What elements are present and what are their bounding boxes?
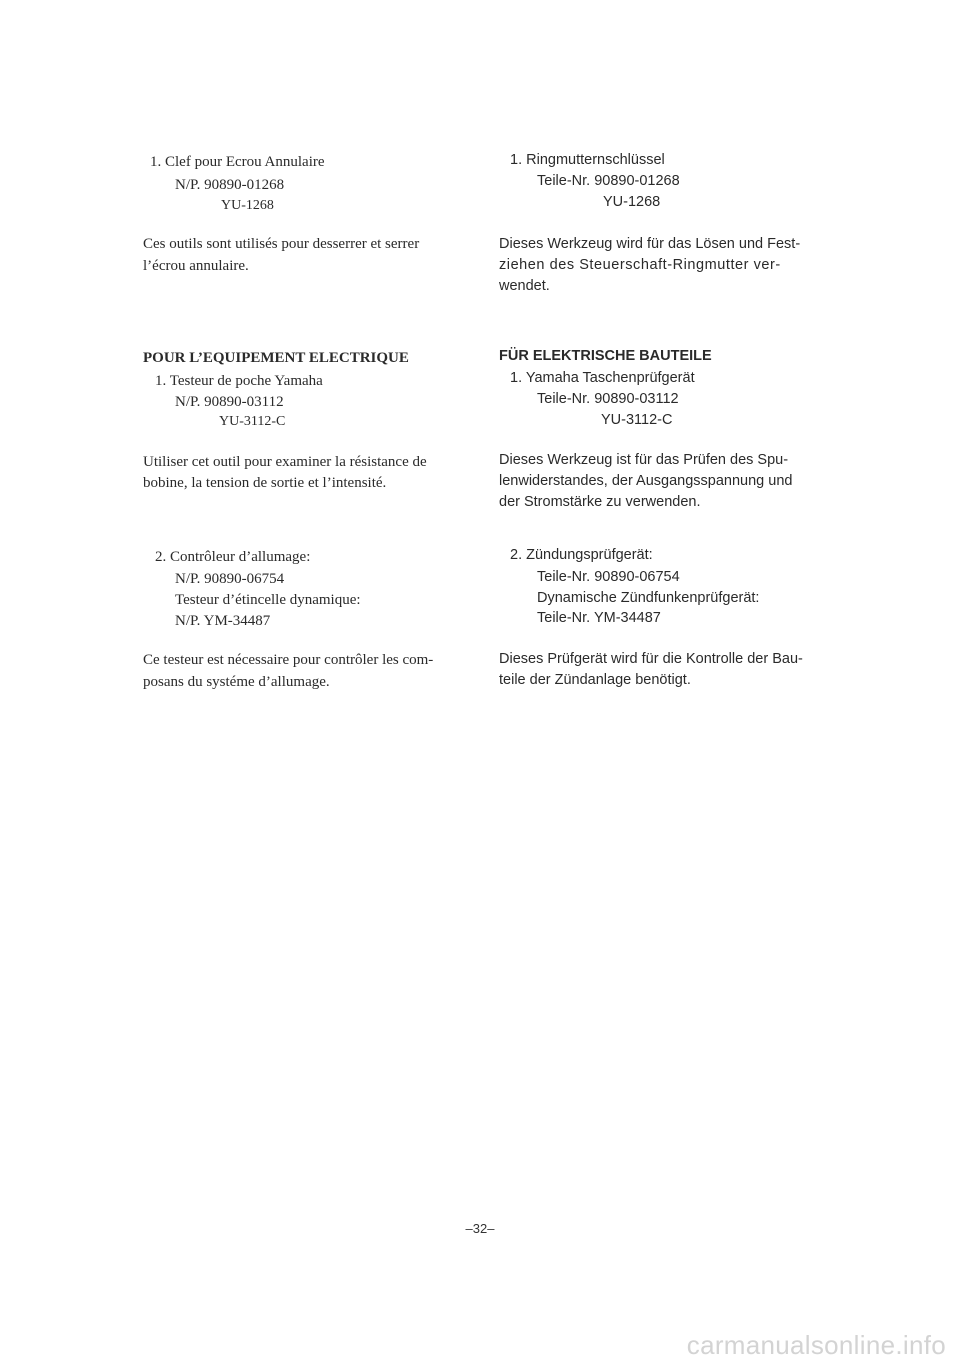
fr-elec-tool2-part-no2: N/P. YM-34487 xyxy=(175,613,271,629)
de-elec-tool2-part-no2: Teile-Nr. YM-34487 xyxy=(537,610,661,626)
de-elec-tool1-part-no: Teile-Nr. 90890-03112 xyxy=(537,391,679,407)
de-elec-tool2-desc-line1: Dieses Prüfgerät wird für die Kontrolle der Bau- xyxy=(499,651,803,667)
de-elec-tool1-title: 1. Yamaha Taschenprüfgerät xyxy=(510,370,695,386)
de-tool1-us-no: YU-1268 xyxy=(603,194,661,210)
de-tool1-desc-line1: Dieses Werkzeug wird für das Lösen und Fest- xyxy=(499,236,801,252)
watermark: carmanualsonline.info xyxy=(686,1330,946,1360)
de-elec-tool1-desc-line3: der Stromstärke zu verwenden. xyxy=(499,494,701,510)
de-elec-tool2-desc-line2: teile der Zündanlage benötigt. xyxy=(499,672,691,688)
de-tool1-title: 1. Ringmutternschlüssel xyxy=(510,152,665,168)
fr-elec-tool1-part-no: N/P. 90890-03112 xyxy=(175,394,284,410)
fr-elec-tool2-part-no: N/P. 90890-06754 xyxy=(175,571,285,587)
de-electrical-heading: FÜR ELEKTRISCHE BAUTEILE xyxy=(499,348,712,364)
de-elec-tool1-desc-line1: Dieses Werkzeug ist für das Prüfen des Spu- xyxy=(499,452,789,468)
de-elec-tool1-desc-line2: lenwiderstandes, der Ausgangsspannung und xyxy=(499,473,793,489)
fr-tool1-desc-line1: Ces outils sont utilisés pour desserrer et serrer xyxy=(143,236,420,252)
de-elec-tool2-part-no: Teile-Nr. 90890-06754 xyxy=(537,569,680,585)
fr-elec-tool1-desc-line1: Utiliser cet outil pour examiner la résistance de xyxy=(143,454,427,470)
fr-elec-tool2-desc-line2: posans du systéme d’allumage. xyxy=(143,674,330,690)
de-tool1-desc-line3: wendet. xyxy=(499,278,550,294)
fr-tool1-us-no: YU-1268 xyxy=(221,198,274,213)
fr-electrical-heading: POUR L’EQUIPEMENT ELECTRIQUE xyxy=(143,350,409,366)
fr-elec-tool2-desc-line1: Ce testeur est nécessaire pour contrôler les com- xyxy=(143,652,434,668)
de-elec-tool2-title: 2. Zündungsprüfgerät: xyxy=(510,547,653,563)
de-tool1-desc-line2: ziehen des Steuerschaft-Ringmutter ver- xyxy=(499,257,781,273)
fr-elec-tool2-title: 2. Contrôleur d’allumage: xyxy=(155,549,311,565)
fr-elec-tool1-title: 1. Testeur de poche Yamaha xyxy=(155,373,323,389)
de-elec-tool1-us-no: YU-3112-C xyxy=(601,412,673,428)
fr-elec-tool1-us-no: YU-3112-C xyxy=(219,414,286,429)
fr-tool1-title: 1. Clef pour Ecrou Annulaire xyxy=(150,154,325,170)
de-tool1-part-no: Teile-Nr. 90890-01268 xyxy=(537,173,680,189)
page-number: –32– xyxy=(465,1221,495,1236)
fr-tool1-part-no: N/P. 90890-01268 xyxy=(175,177,285,193)
fr-elec-tool2-subtitle: Testeur d’étincelle dynamique: xyxy=(175,592,361,608)
de-elec-tool2-subtitle: Dynamische Zündfunkenprüfgerät: xyxy=(537,590,760,606)
fr-tool1-desc-line2: l’écrou annulaire. xyxy=(143,258,249,274)
fr-elec-tool1-desc-line2: bobine, la tension de sortie et l’intensité. xyxy=(143,475,387,491)
